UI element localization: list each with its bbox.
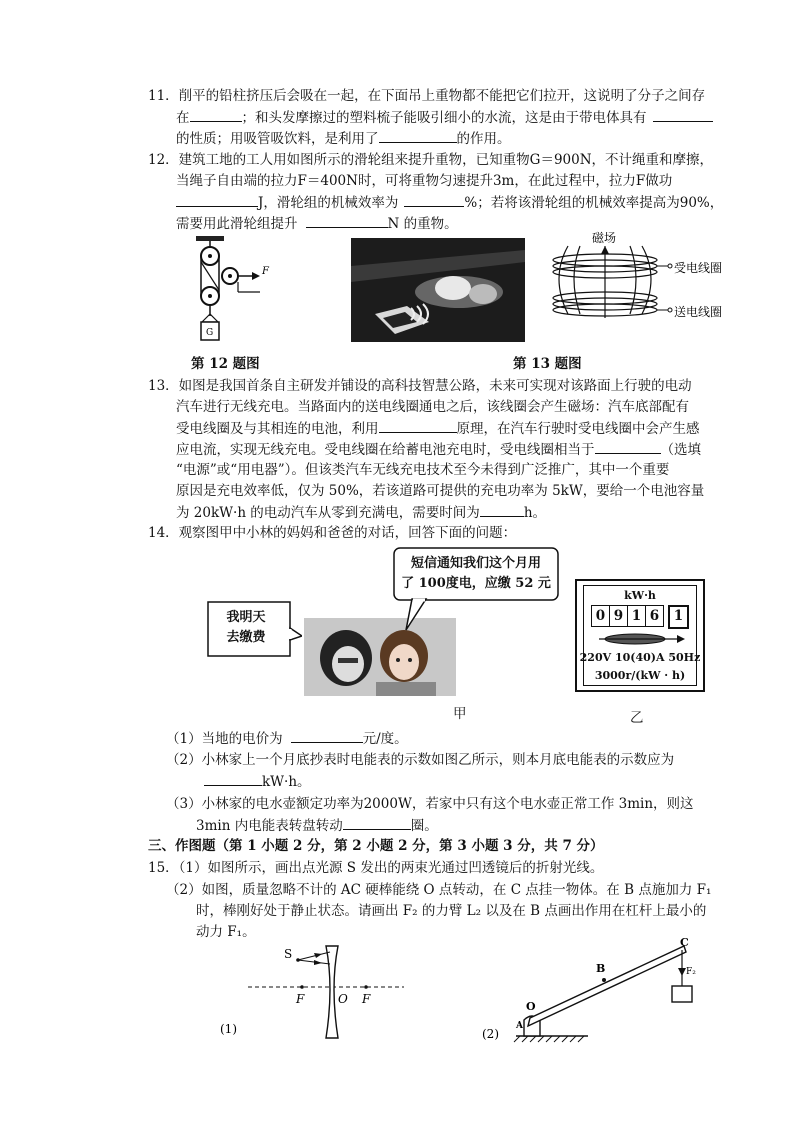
label-O: O xyxy=(526,1000,536,1013)
q13-answer-blank-principle[interactable] xyxy=(379,418,457,433)
bubble-left-line1: 我明天 xyxy=(226,610,266,625)
q11-answer-blank-2[interactable] xyxy=(653,107,713,122)
q14-sub1 xyxy=(166,728,408,749)
light-source-label-S: S xyxy=(284,947,293,961)
q14-answer-blank-reading[interactable] xyxy=(204,771,262,786)
q12-line2: 当绳子自由端的拉力F＝400N时，可将重物匀速提升3m，在此过程中，拉力F做功 xyxy=(176,173,673,189)
smart-road-photo xyxy=(351,238,525,342)
label-sending-coil: 送电线圈 xyxy=(674,305,723,319)
q13-answer-blank-time[interactable] xyxy=(480,502,524,517)
label-A: A xyxy=(516,1021,523,1031)
q11-answer-blank-1[interactable] xyxy=(190,107,242,122)
fig15-2-label: (2) xyxy=(482,1027,499,1041)
q11-line2 xyxy=(176,107,713,128)
focus-left-label: F xyxy=(296,992,305,1006)
hanging-weight xyxy=(672,986,692,1002)
q13-line7 xyxy=(176,502,546,523)
meter-digit: 1 xyxy=(628,605,646,627)
meter-spec: 220V 10(40)A 50Hz xyxy=(579,651,701,664)
q13-text-f: h。 xyxy=(523,505,547,521)
q12-text-c: 需要用此滑轮组提升 xyxy=(176,216,298,232)
q12-text-d: N 的重物。 xyxy=(387,216,458,232)
q11-text-b: ；和头发摩擦过的塑料梳子能吸引细小的水流，这是由于带电体具有 xyxy=(241,110,647,126)
q14-intro: 14．观察图甲中小林的妈妈和爸爸的对话，回答下面的问题： xyxy=(148,525,517,541)
weight-label-G: G xyxy=(206,328,214,338)
bubble-left-line2: 去缴费 xyxy=(226,630,266,645)
q11-text-a: 在 xyxy=(176,110,190,126)
q12-line4 xyxy=(176,213,458,234)
focus-right-label: F xyxy=(362,992,371,1006)
q13-text-b: 原理，在汽车行驶时受电线圈中会产生感 xyxy=(456,421,700,437)
ceiling-mount xyxy=(196,236,224,241)
q14-sub1-unit: 元/度。 xyxy=(362,731,408,747)
energy-meter xyxy=(575,579,705,692)
q13-answer-blank-role[interactable] xyxy=(595,439,661,454)
q12-line1: 12．建筑工地的工人用如图所示的滑轮组来提升重物，已知重物G＝900N，不计绳重和摩擦， xyxy=(148,152,714,168)
q11-answer-blank-3[interactable] xyxy=(379,128,457,143)
q15-line1: 15．（1）如图所示，画出点光源 S 发出的两束光通过凹透镜后的折射光线。 xyxy=(148,860,604,876)
pulley-figure xyxy=(180,234,280,346)
q13-line2: 汽车进行无线充电。当路面内的送电线圈通电之后，该线圈会产生磁场：汽车底部配有 xyxy=(176,399,689,415)
q13-line1: 13．如图是我国首条自主研发并铺设的高科技智慧公路，未来可实现对该路面上行驶的电动 xyxy=(148,378,692,394)
q14-answer-blank-turns[interactable] xyxy=(343,815,411,830)
q13-text-d: （选填 xyxy=(660,442,701,458)
bubble-right-line1: 短信通知我们这个月用 xyxy=(410,556,541,571)
q13-line4 xyxy=(176,439,701,460)
lever-rod-AC xyxy=(528,946,686,1026)
label-C: C xyxy=(680,938,689,949)
concave-lens xyxy=(326,946,338,1038)
label-F2: F₂ xyxy=(686,967,696,977)
q14-sub2-line2 xyxy=(204,771,311,792)
q14-sub3: （3）小林家的电水壶额定功率为2000W，若家中只有这个电水壶正常工作 3min，则这 xyxy=(166,796,694,812)
q15-line2: （2）如图，质量忽略不计的 AC 硬棒能绕 O 点转动，在 C 点挂一物体。在 B 点施加力 F₁ xyxy=(166,882,712,898)
q14-sub3-text: 3min 内电能表转盘转动 xyxy=(196,818,343,834)
meter-digits xyxy=(591,605,689,629)
label-yi: 乙 xyxy=(630,710,644,726)
concave-lens-figure xyxy=(218,940,408,1050)
fig12-caption: 第 12 题图 xyxy=(191,356,260,372)
meter-rate: 3000r/(kW · h) xyxy=(594,669,686,682)
q12-line3 xyxy=(176,192,723,213)
q12-answer-blank-weight[interactable] xyxy=(306,213,388,228)
q14-sub3-line2 xyxy=(196,815,438,836)
q13-line5: “电源”或“用电器”）。但该类汽车无线充电技术至今未得到广泛推广，其中一个重要 xyxy=(176,462,670,478)
fig15-1-label: (1) xyxy=(220,1022,237,1036)
meter-digit-decimal: 1 xyxy=(668,605,689,629)
speech-bubble-left xyxy=(212,608,280,648)
meter-unit: kW·h xyxy=(624,589,656,602)
q13-line6: 原因是充电效率低，仅为 50%，若该道路可提供的充电功率为 5kW，要给一个电池容量 xyxy=(176,483,705,499)
bubble-right-line2: 了 100度电，应缴 52 元 xyxy=(401,576,551,591)
q12-answer-blank-work[interactable] xyxy=(176,192,258,207)
q14-answer-blank-price[interactable] xyxy=(291,728,363,743)
q14-sub1-text: （1）当地的电价为 xyxy=(166,731,283,747)
section-3-title: 三、作图题（第 1 小题 2 分，第 2 小题 2 分，第 3 小题 3 分，共 7 分） xyxy=(148,838,604,854)
q12-answer-blank-efficiency[interactable] xyxy=(404,192,464,207)
meter-disc-icon xyxy=(595,631,687,647)
point-B xyxy=(602,978,606,982)
q15-line3: 时，棒刚好处于静止状态。请画出 F₂ 的力臂 L₂ 以及在 B 点画出作用在杠杆上最小的 xyxy=(196,903,707,919)
meter-digit: 6 xyxy=(646,605,664,627)
label-receiving-coil: 受电线圈 xyxy=(674,261,723,275)
q13-text-c: 应电流，实现无线充电。受电线圈在给蓄电池充电时，受电线圈相当于 xyxy=(176,442,595,458)
q11-text-d: 的作用。 xyxy=(456,131,511,147)
meter-digit: 9 xyxy=(610,605,628,627)
coil-diagram xyxy=(540,228,740,332)
q11-text-c: 的性质；用吸管吸饮料，是利用了 xyxy=(176,131,379,147)
q14-sub3-unit: 圈。 xyxy=(410,818,438,834)
q13-line3 xyxy=(176,418,700,439)
force-label-F: F xyxy=(262,266,269,277)
q14-sub2: （2）小林家上一个月底抄表时电能表的示数如图乙所示，则本月底电能表的示数应为 xyxy=(166,752,675,768)
label-jia: 甲 xyxy=(453,706,467,722)
q13-text-e: 为 20kW·h 的电动汽车从零到充满电，需要时间为 xyxy=(176,505,480,521)
optical-center-label: O xyxy=(338,992,348,1006)
q12-text-b: %；若将该滑轮组的机械效率提高为90%， xyxy=(464,195,724,211)
q14-sub2-unit: kW·h。 xyxy=(262,774,311,790)
q11-line3 xyxy=(176,128,511,149)
lever-figure xyxy=(476,938,706,1050)
label-magnetic-field: 磁场 xyxy=(592,231,617,245)
meter-digit: 0 xyxy=(591,605,610,627)
q15-line4: 动力 F₁。 xyxy=(196,924,256,940)
q12-text-a: J，滑轮组的机械效率为 xyxy=(258,195,399,211)
q11-line1: 11．削平的铅柱挤压后会吸在一起，在下面吊上重物都不能把它们拉开，这说明了分子之间存 xyxy=(148,88,706,104)
q13-text-a: 受电线圈及与其相连的电池，利用 xyxy=(176,421,379,437)
fig13-caption: 第 13 题图 xyxy=(513,356,582,372)
label-B: B xyxy=(596,962,606,975)
speech-bubble-right xyxy=(396,554,556,594)
